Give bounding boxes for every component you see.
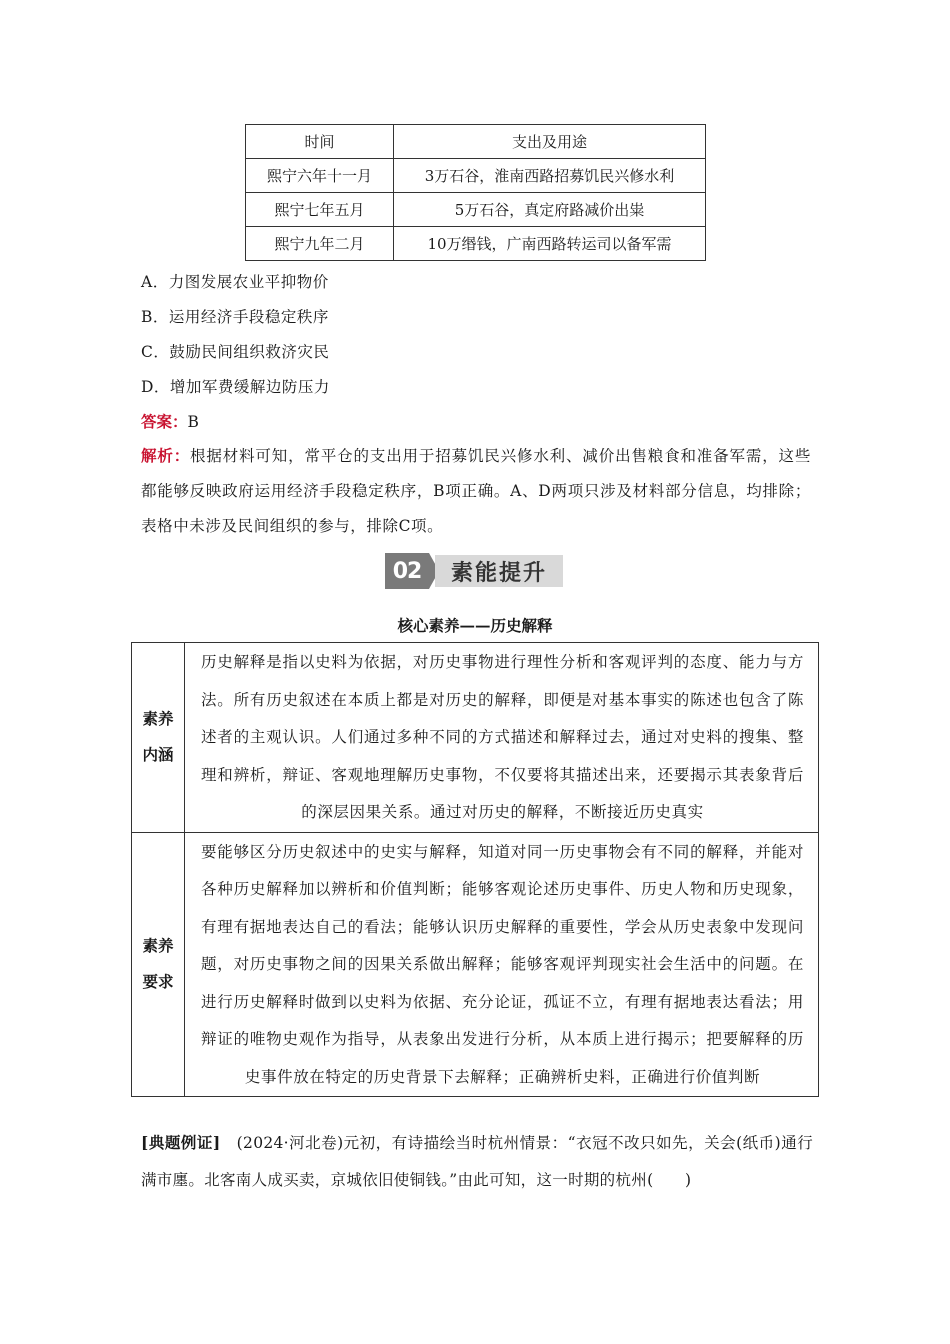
section-title: 核心素养——历史解释 <box>397 616 553 635</box>
table-header-usage: 支出及用途 <box>394 125 706 159</box>
banner-number: 02 <box>385 553 429 589</box>
table-cell-usage: 10万缗钱，广南西路转运司以备军需 <box>394 227 706 261</box>
option-a: A．力图发展农业平抑物价 <box>141 273 329 291</box>
analysis-text: 根据材料可知，常平仓的支出用于招募饥民兴修水利、减价出售粮食和准备军需，这些都能够反映政府运用经济手段稳定秩序，B项正确。A、D两项只涉及材料部分信息，均排除；表格中未涉及民间组织的参与，排除C项。 <box>141 447 811 535</box>
literacy-row-requirement <box>132 832 818 1097</box>
literacy-text: 要能够区分历史叙述中的史实与解释，知道对同一历史事物会有不同的解释，并能对各种历史解释加以辨析和价值判断；能够客观论述历史事件、历史人物和历史现象，有理有据地表达自己的看法；能够认识历史解释的重要性，学会从历史表象中发现问题，对历史事物之间的因果关系做出解释；能够客观评判现实社会生活中的问题。在进行历史解释时做到以史料为依据、充分论证，孤证不立，有理有据地表达看法；用辩证的唯物史观作为指导，从表象出发进行分析，从本质上进行揭示；把要解释的历史事件放在特定的历史背景下去解释；正确辨析史料，正确进行价值判断 <box>201 842 804 1086</box>
banner-title: 素能提升 <box>435 555 563 587</box>
answer-value: B <box>187 413 199 431</box>
expenditure-table <box>245 124 706 261</box>
table-cell-time: 熙宁七年五月 <box>246 193 394 227</box>
table-row <box>246 193 706 227</box>
table-header-time: 时间 <box>246 125 394 159</box>
table-row <box>246 227 706 261</box>
answer-label: 答案： <box>141 412 188 431</box>
table-header-row <box>246 125 706 159</box>
analysis-label: 解析： <box>141 446 191 465</box>
table-cell-time: 熙宁六年十一月 <box>246 159 394 193</box>
example-text: (2024·河北卷)元初，有诗描绘当时杭州情景：“衣冠不改只如先，关会(纸币)通行满市廛。北客南人成买卖，京城依旧使铜钱。”由此可知，这一时期的杭州( ) <box>141 1134 814 1189</box>
example-question <box>141 1124 813 1199</box>
table-cell-usage: 5万石谷，真定府路减价出粜 <box>394 193 706 227</box>
example-tag: [典题例证] <box>141 1133 221 1152</box>
option-b: B．运用经济手段稳定秩序 <box>141 308 329 326</box>
literacy-row-connotation <box>132 643 818 832</box>
literacy-label-text: 素养内涵 <box>142 709 174 765</box>
table-cell-usage: 3万石谷，淮南西路招募饥民兴修水利 <box>394 159 706 193</box>
option-c: C．鼓励民间组织救济灾民 <box>141 343 330 361</box>
literacy-label <box>132 833 185 1097</box>
option-d: D．增加军费缓解边防压力 <box>141 378 330 396</box>
literacy-label-text: 素养要求 <box>142 936 174 992</box>
analysis-paragraph <box>141 438 811 544</box>
table-row <box>246 159 706 193</box>
table-cell-time: 熙宁九年二月 <box>246 227 394 261</box>
literacy-table <box>131 642 819 1097</box>
literacy-label <box>132 643 185 832</box>
answer-line <box>141 410 199 432</box>
section-banner <box>385 553 565 589</box>
literacy-text: 历史解释是指以史料为依据，对历史事物进行理性分析和客观评判的态度、能力与方法。所有历史叙述在本质上都是对历史的解释，即便是对基本事实的陈述也包含了陈述者的主观认识。人们通过多种不同的方式描述和解释过去，通过对史料的搜集、整理和辨析，辩证、客观地理解历史事物，不仅要将其描述出来，还要揭示其表象背后的深层因果关系。通过对历史的解释，不断接近历史真实 <box>201 653 804 821</box>
